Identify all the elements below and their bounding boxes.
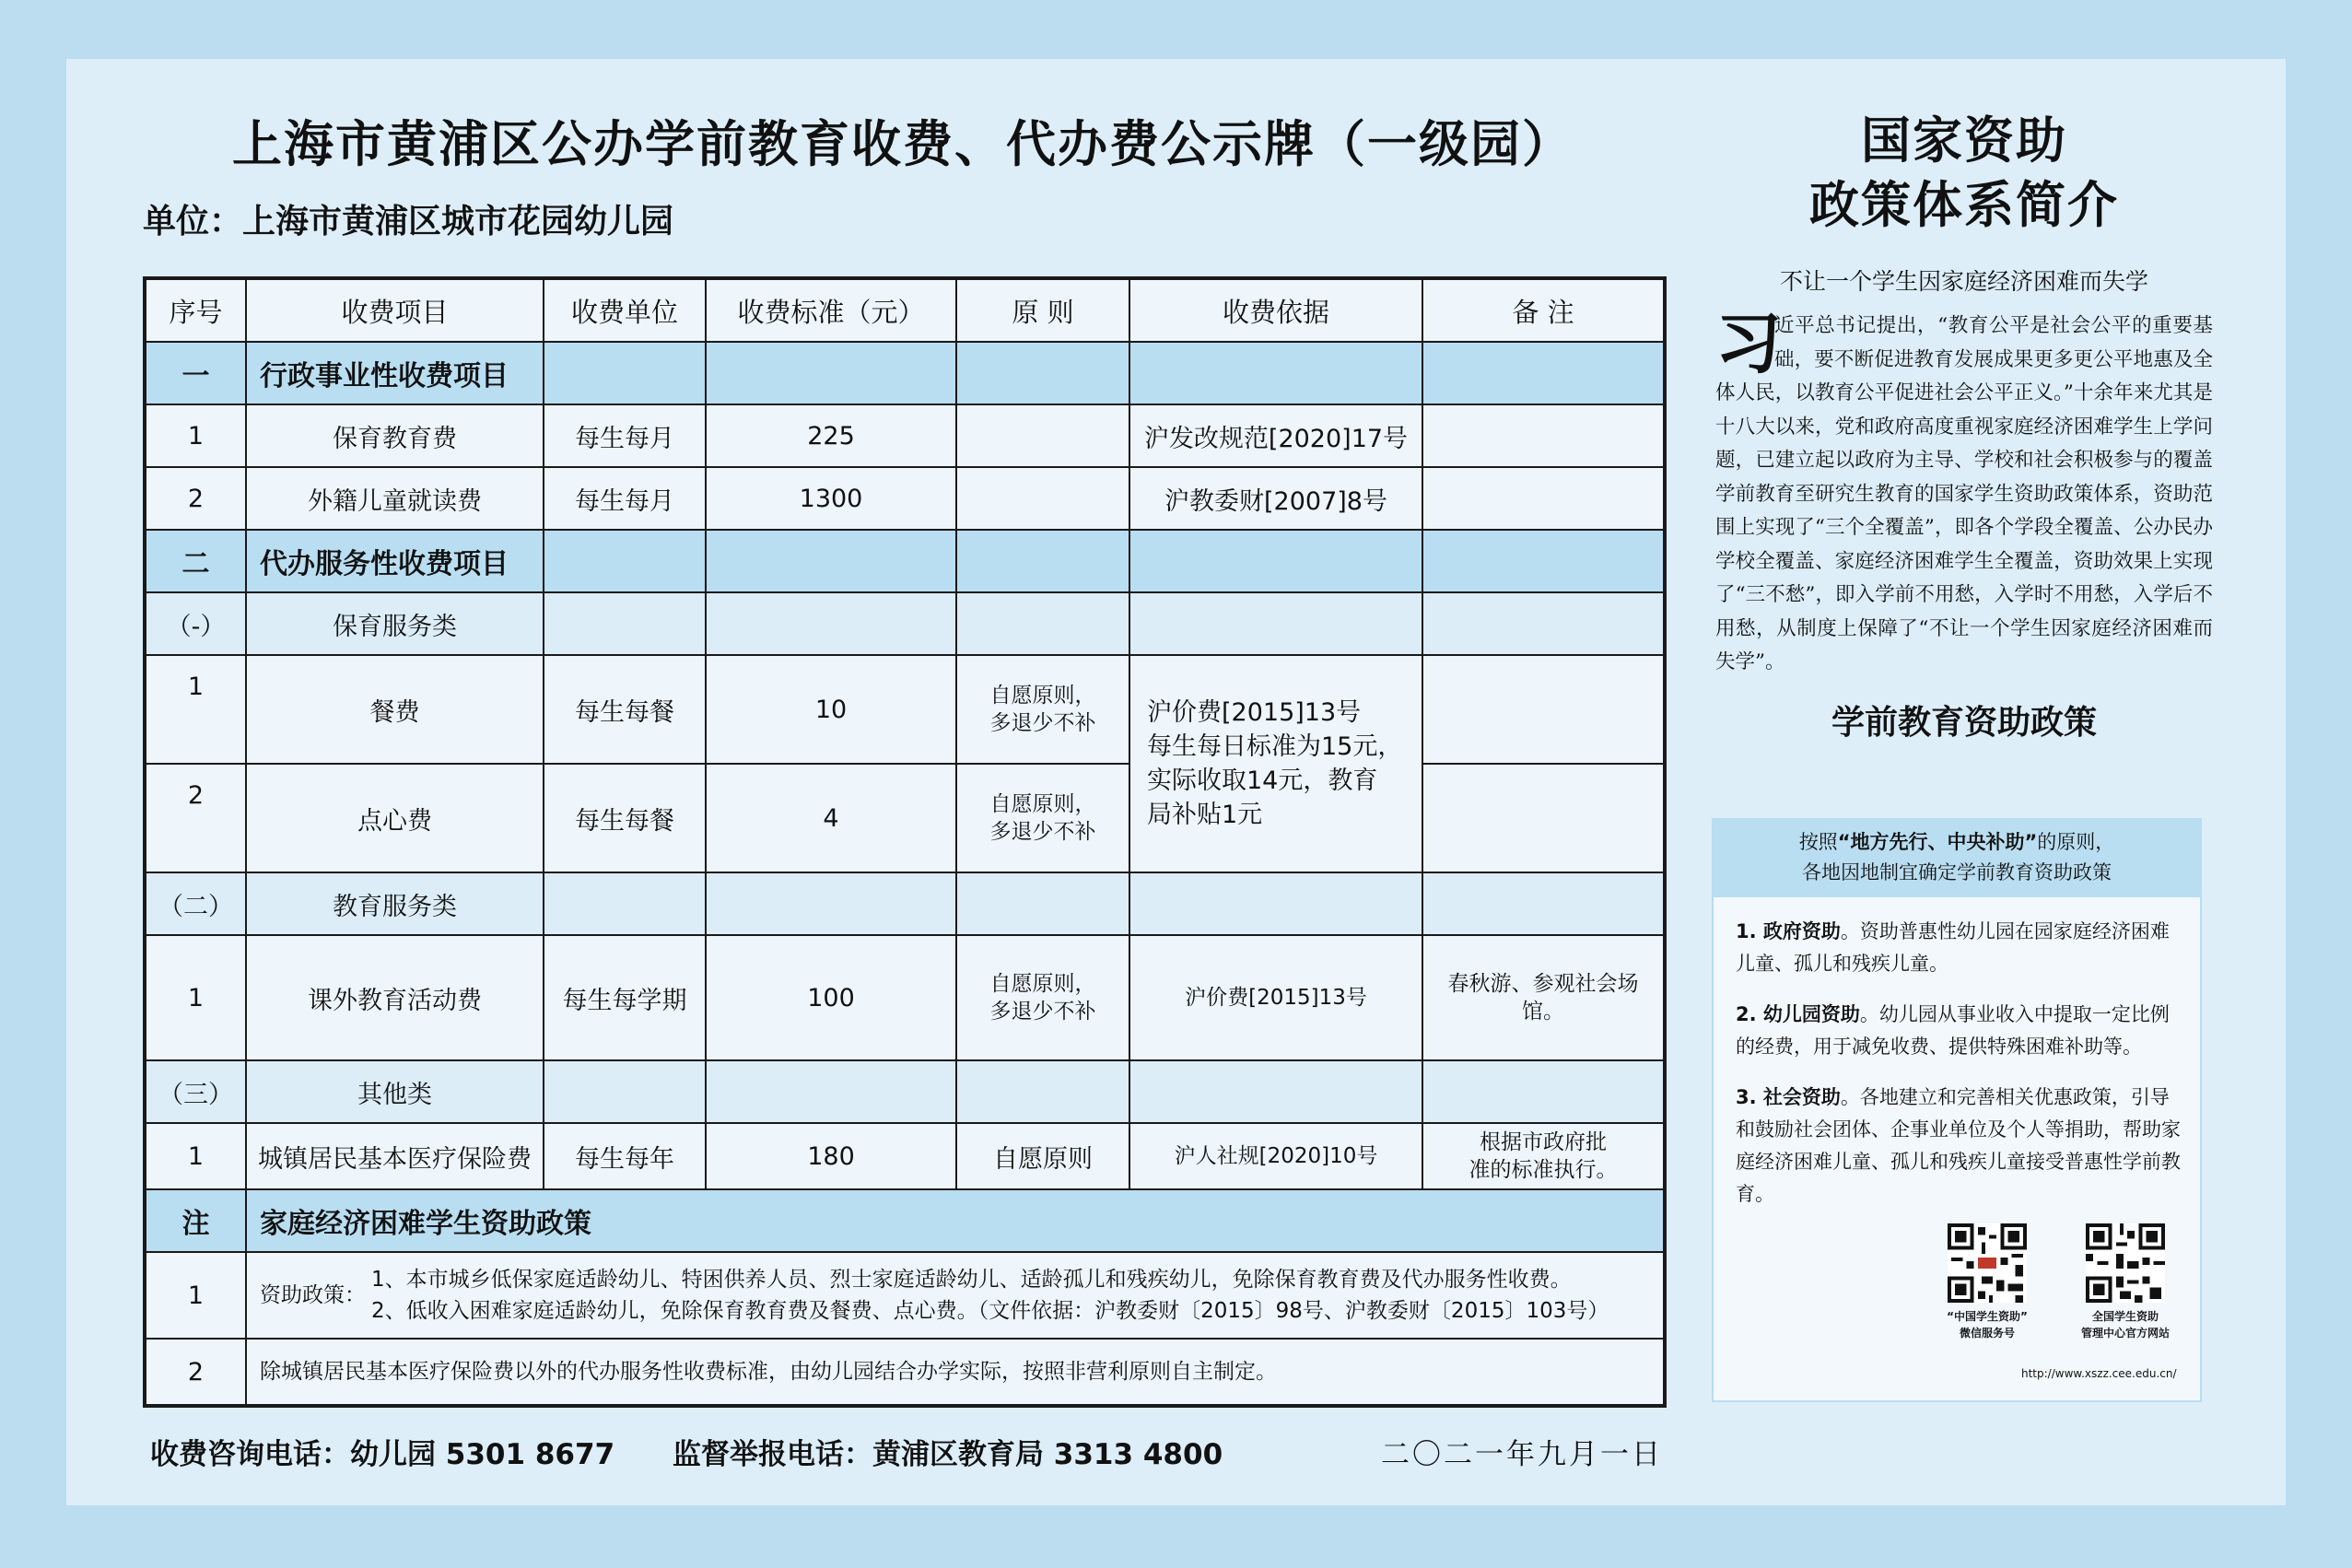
fee-note: 根据市政府批 准的标准执行。 — [1422, 1123, 1665, 1189]
header-cell: 收费标准（元） — [706, 278, 956, 342]
fee-principle — [956, 404, 1129, 467]
row-number: 2 — [145, 1339, 246, 1406]
fee-item: 点心费 — [246, 764, 544, 872]
consult-phone: 收费咨询电话：幼儿园 5301 8677 — [150, 1438, 615, 1471]
fee-principle — [956, 467, 1129, 530]
preschool-aid-box — [1712, 818, 2202, 1402]
subsection-row — [145, 872, 1665, 935]
fee-basis: 沪教委财[2007]8号 — [1129, 467, 1422, 530]
fee-item: 保育教育费 — [246, 404, 544, 467]
table-row — [145, 404, 1665, 467]
header-cell: 备 注 — [1422, 278, 1665, 342]
table-row — [145, 467, 1665, 530]
fee-note — [1422, 467, 1665, 530]
section-number: 一 — [145, 342, 246, 404]
table-row — [145, 764, 1665, 872]
fee-unit: 每生每学期 — [544, 935, 706, 1060]
policy-text — [246, 1252, 1665, 1339]
subsection-number: （-） — [145, 592, 246, 655]
fee-principle: 自愿原则， 多退少不补 — [956, 655, 1129, 764]
fee-unit: 每生每月 — [544, 467, 706, 530]
policy-line: 2、低收入困难家庭适龄幼儿，免除保育教育费及餐费、点心费。（文件依据：沪教委财〔2015〕98号、沪教委财〔2015〕103号） — [371, 1299, 1609, 1323]
fee-item: 餐费 — [246, 655, 544, 764]
aid-item: 1. 政府资助。资助普惠性幼儿园在园家庭经济困难儿童、孤儿和残疾儿童。 — [1736, 920, 2170, 975]
subsection-row — [145, 592, 1665, 655]
section-row — [145, 530, 1665, 592]
fee-standard: 100 — [706, 935, 956, 1060]
aid-body: 习 近平总书记提出，“教育公平是社会公平的重要基础，要不断促进教育发展成果更多更公平地惠及全体人民，以教育公平促进社会公平正义。”十余年来尤其是十八大以来，党和政府高度重视家庭经济困难学生上学问题，已建立起以政府为主导、学校和社会积极参与的覆盖学前教育至研究生教育的国家学生资助政策体系，资助范围上实现了“三个全覆盖”，即各个学段全覆盖、公办民办学校全覆盖、家庭经济困难学生全覆盖，资助效果上实现了“三不愁”，即入学前不用愁，入学时不用愁，入学后不用愁，从制度上保障了“不让一个学生因家庭经济困难而失学”。 — [1715, 304, 2213, 673]
fee-note — [1422, 404, 1665, 467]
fee-item: 城镇居民基本医疗保险费 — [246, 1123, 544, 1189]
website-qr-caption: 全国学生资助 管理中心官方网站 — [2080, 1310, 2170, 1340]
header-cell: 序号 — [145, 278, 246, 342]
table-row — [145, 1339, 1665, 1406]
fee-item: 外籍儿童就读费 — [246, 467, 544, 530]
section-row — [145, 342, 1665, 404]
subsection-number: （三） — [145, 1060, 246, 1123]
policy-line: 1、本市城乡低保家庭适龄幼儿、特困供养人员、烈士家庭适龄幼儿、适龄孤儿和残疾幼儿，免除保育教育费及代办服务性收费。 — [371, 1268, 1572, 1292]
website-url[interactable]: http://www.xszz.cee.edu.cn/ — [2021, 1367, 2177, 1380]
fee-standard: 4 — [706, 764, 956, 872]
fee-basis-meal: 沪价费[2015]13号 每生每日标准为15元， 实际收取14元，教育 局补贴1元 — [1129, 655, 1422, 872]
subsection-number: （二） — [145, 872, 246, 935]
row-number: 2 — [145, 467, 246, 530]
fee-unit: 每生每年 — [544, 1123, 706, 1189]
report-phone: 监督举报电话：黄浦区教育局 3313 4800 — [673, 1438, 1223, 1471]
header-cell: 原 则 — [956, 278, 1129, 342]
fee-principle: 自愿原则 — [956, 1123, 1129, 1189]
date: 二〇二一年九月一日 — [1381, 1438, 1663, 1471]
fee-table — [143, 276, 1667, 1408]
row-number: 1 — [145, 1252, 246, 1339]
notes-title: 家庭经济困难学生资助政策 — [246, 1189, 1665, 1252]
table-row — [145, 1123, 1665, 1189]
fee-note: 春秋游、参观社会场馆。 — [1422, 935, 1665, 1060]
row-number: 1 — [145, 404, 246, 467]
row-number: 1 — [145, 935, 246, 1060]
aid-item: 3. 社会资助。各地建立和完善相关优惠政策，引导和鼓励社会团体、企事业单位及个人等捐助，帮助家庭经济困难儿童、孤儿和残疾儿童接受普惠性学前教育。 — [1736, 1086, 2181, 1205]
note-text: 除城镇居民基本医疗保险费以外的代办服务性收费标准，由幼儿园结合办学实际，按照非营利原则自主制定。 — [246, 1339, 1665, 1406]
aid-subtitle: 不让一个学生因家庭经济困难而失学 — [1779, 268, 2148, 295]
section-number: 二 — [145, 530, 246, 592]
dropcap: 习 — [1715, 304, 1783, 382]
preschool-aid-heading: 学前教育资助政策 — [1831, 703, 2097, 742]
fee-unit: 每生每月 — [544, 404, 706, 467]
fee-basis: 沪人社规[2020]10号 — [1129, 1123, 1422, 1189]
fee-unit: 每生每餐 — [544, 764, 706, 872]
header-cell: 收费依据 — [1129, 278, 1422, 342]
aid-policy-section — [1715, 92, 2213, 1380]
table-row — [145, 935, 1665, 1060]
fee-standard: 1300 — [706, 467, 956, 530]
page-title: 上海市黄浦区公办学前教育收费、代办费公示牌（一级园） — [232, 115, 1574, 173]
policy-label: 资助政策： — [260, 1283, 366, 1307]
fee-standard: 225 — [706, 404, 956, 467]
fee-standard: 180 — [706, 1123, 956, 1189]
aid-item: 2. 幼儿园资助。幼儿园从事业收入中提取一定比例的经费，用于减免收费、提供特殊困难补助等。 — [1736, 1003, 2170, 1058]
subsection-name: 教育服务类 — [246, 872, 544, 935]
notes-header-row — [145, 1189, 1665, 1252]
subsection-row — [145, 1060, 1665, 1123]
fee-basis: 沪价费[2015]13号 — [1129, 935, 1422, 1060]
fee-basis: 沪发改规范[2020]17号 — [1129, 404, 1422, 467]
row-number: 1 — [145, 1123, 246, 1189]
section-name: 行政事业性收费项目 — [246, 342, 544, 404]
aid-title: 国家资助 政策体系简介 — [1809, 111, 2119, 234]
fee-item: 课外教育活动费 — [246, 935, 544, 1060]
wechat-qr-code[interactable] — [1948, 1223, 2027, 1303]
notes-label: 注 — [145, 1189, 246, 1252]
subsection-name: 其他类 — [246, 1060, 544, 1123]
fee-principle: 自愿原则， 多退少不补 — [956, 764, 1129, 872]
unit-label: 单位：上海市黄浦区城市花园幼儿园 — [143, 203, 674, 240]
table-row — [145, 655, 1665, 764]
row-number: 1 — [145, 655, 246, 764]
website-qr-code[interactable] — [2086, 1223, 2165, 1303]
fee-unit: 每生每餐 — [544, 655, 706, 764]
subsection-name: 保育服务类 — [246, 592, 544, 655]
header-cell: 收费单位 — [544, 278, 706, 342]
row-number: 2 — [145, 764, 246, 872]
fee-principle: 自愿原则， 多退少不补 — [956, 935, 1129, 1060]
section-name: 代办服务性收费项目 — [246, 530, 544, 592]
header-cell: 收费项目 — [246, 278, 544, 342]
wechat-qr-caption: “中国学生资助” 微信服务号 — [1947, 1310, 2028, 1340]
fee-standard: 10 — [706, 655, 956, 764]
table-header-row — [145, 278, 1665, 342]
table-row — [145, 1252, 1665, 1339]
box-intro: 按照“地方先行、中央补助”的原则， 各地因地制宜确定学前教育资助政策 — [1714, 820, 2200, 897]
